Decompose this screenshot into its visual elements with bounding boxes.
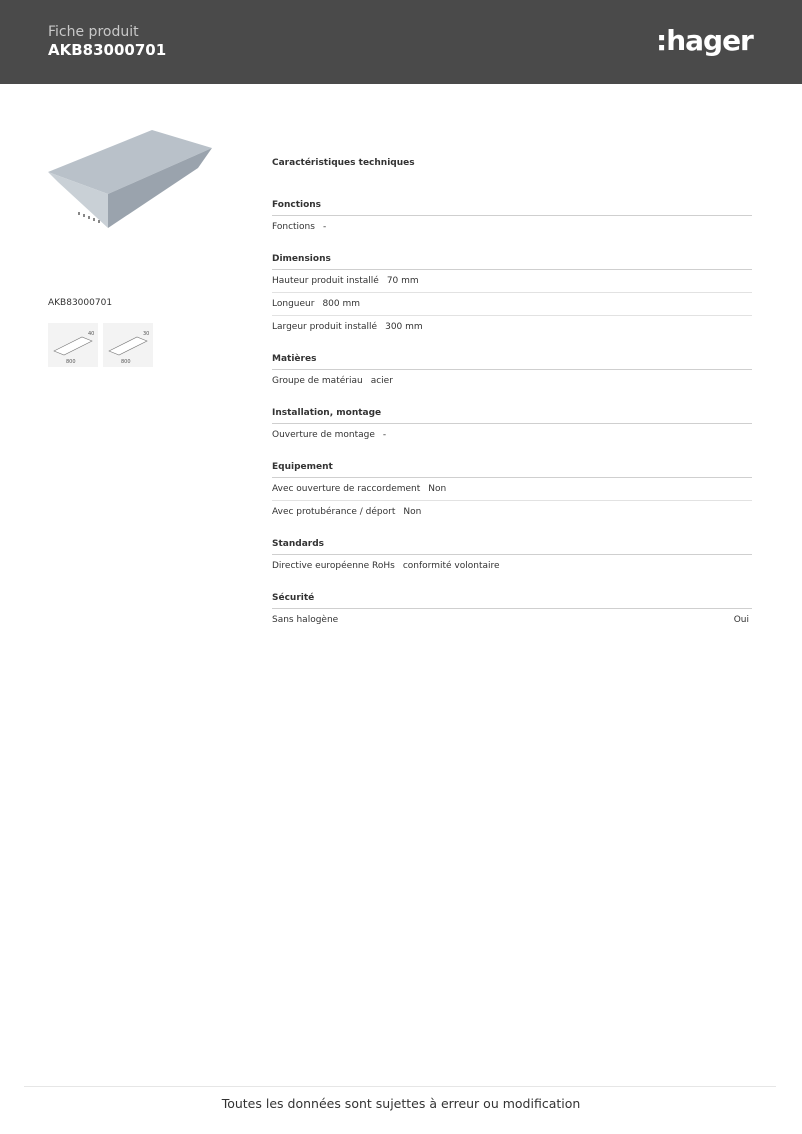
spec-label: Groupe de matériau xyxy=(272,376,363,386)
spec-value: Non xyxy=(403,507,422,517)
dimension-drawing-thumbnail[interactable] xyxy=(48,323,98,367)
spec-row xyxy=(272,293,752,316)
thumb-dim-height: 40 xyxy=(88,331,95,337)
spec-value: Oui xyxy=(733,615,749,625)
spec-value: conformité volontaire xyxy=(402,561,500,571)
group-title-equipement: Equipement xyxy=(272,462,752,478)
spec-label: Avec ouverture de raccordement xyxy=(272,484,421,494)
footer-disclaimer: Toutes les données sont sujettes à erreur ou modification xyxy=(221,1096,581,1111)
spec-row xyxy=(272,370,752,392)
footer-divider xyxy=(24,1086,776,1087)
spec-label: Longueur xyxy=(272,299,315,309)
group-title-installation: Installation, montage xyxy=(272,408,752,424)
group-title-standards: Standards xyxy=(272,539,752,555)
thumb-dim-height: 30 xyxy=(143,331,150,337)
spec-value: 70 mm xyxy=(386,276,419,286)
group-title-securite: Sécurité xyxy=(272,593,752,609)
product-reference: AKB83000701 xyxy=(48,298,113,308)
spec-value: - xyxy=(322,222,327,232)
spec-row xyxy=(272,216,752,238)
spec-row xyxy=(272,316,752,338)
spec-label: Largeur produit installé xyxy=(272,322,378,332)
technical-specs xyxy=(272,154,752,631)
spec-label: Directive européenne RoHs xyxy=(272,561,395,571)
group-title-fonctions: Fonctions xyxy=(272,200,752,216)
spec-label: Ouverture de montage xyxy=(272,430,375,440)
header-product-code: AKB83000701 xyxy=(48,41,167,59)
spec-row xyxy=(272,270,752,293)
spec-label: Fonctions xyxy=(272,222,315,232)
spec-label: Avec protubérance / déport xyxy=(272,507,396,517)
spec-value: - xyxy=(382,430,387,440)
thumb-dim-width: 800 xyxy=(121,359,131,365)
spec-row xyxy=(272,424,752,446)
spec-row xyxy=(272,555,752,577)
spec-label: Sans halogène xyxy=(272,615,339,625)
spec-row xyxy=(272,501,752,523)
header-subtitle: Fiche produit xyxy=(48,24,139,40)
page-header xyxy=(0,0,802,84)
spec-value: 300 mm xyxy=(385,322,423,332)
group-title-matieres: Matières xyxy=(272,354,752,370)
specs-title: Caractéristiques techniques xyxy=(272,158,415,168)
spec-value: Non xyxy=(428,484,447,494)
dimension-drawing-thumbnail[interactable] xyxy=(103,323,153,367)
spec-value: acier xyxy=(370,376,393,386)
spec-row xyxy=(272,478,752,501)
spec-label: Hauteur produit installé xyxy=(272,276,379,286)
group-title-dimensions: Dimensions xyxy=(272,254,752,270)
product-image xyxy=(48,120,214,230)
spec-row xyxy=(272,609,752,631)
hager-logo: :hager xyxy=(656,24,753,57)
spec-value: 800 mm xyxy=(322,299,361,309)
thumb-dim-width: 800 xyxy=(66,359,76,365)
